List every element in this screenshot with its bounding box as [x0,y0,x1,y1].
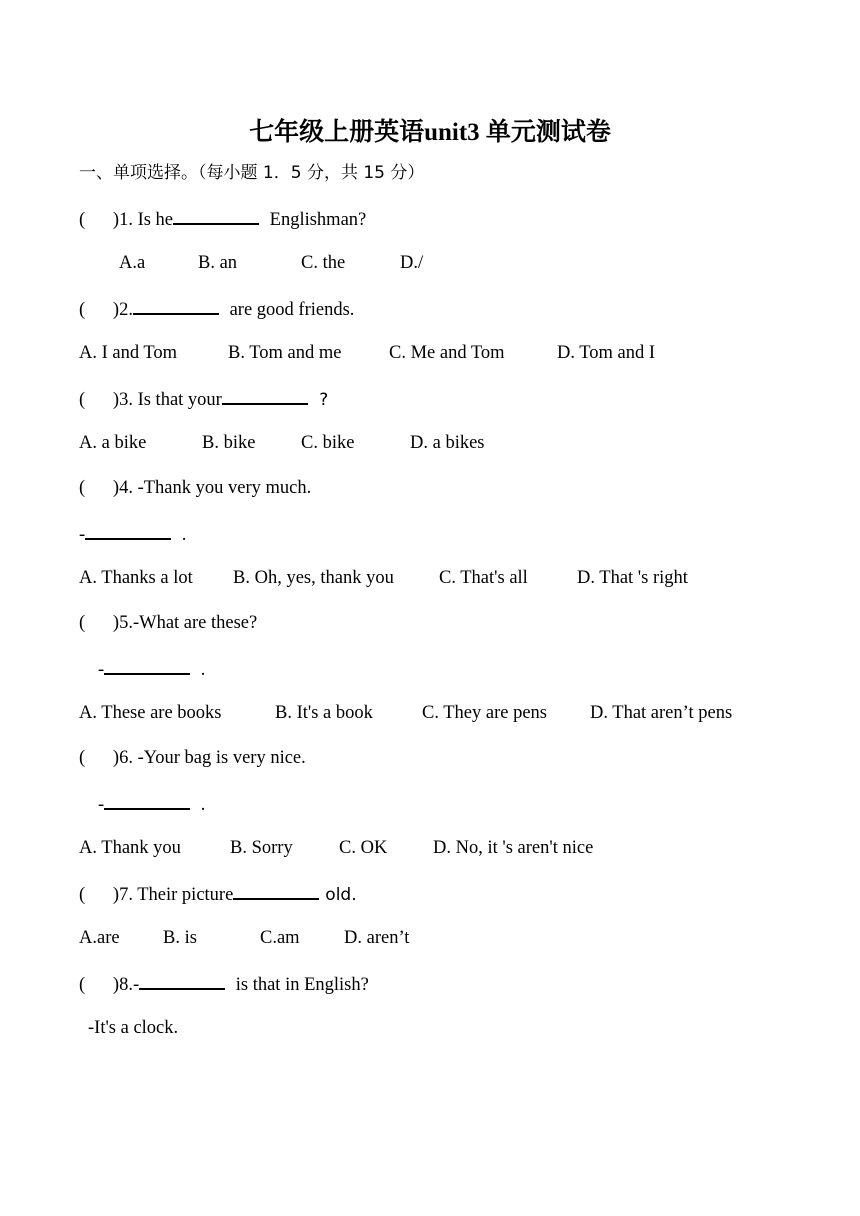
dash: - [98,795,105,815]
period: . [196,660,206,680]
question-text: are good friends. [224,300,355,320]
dash: - [79,525,86,545]
page-title: 七年级上册英语unit3 单元测试卷 [249,119,611,146]
answer-blank [104,655,190,675]
option-b: B. Oh, yes, thank you [233,568,394,588]
option-c: C.am [260,928,300,948]
option-d: D. That aren’t pens [590,703,733,723]
option-a: A. a bike [79,433,147,453]
option-b: B. is [163,928,197,948]
answer-line [98,790,205,818]
question-4: ( )4. -Thank you very much. [79,478,312,498]
option-a: A. Thank you [79,838,181,858]
period: . [196,795,206,815]
option-d: D. a bikes [410,433,485,453]
section-heading: 一、单项选择。（每小题 1．5 分，共 15 分） [79,163,425,183]
answer-line: -It's a clock. [88,1018,179,1038]
option-a: A.are [79,928,120,948]
option-d: D. That 's right [577,568,688,588]
question-6: ( )6. -Your bag is very nice. [79,748,306,768]
option-a: A.a [119,253,146,273]
option-a: A. I and Tom [79,343,178,363]
question-text: ? [313,390,329,410]
option-a: A. Thanks a lot [79,568,193,588]
question-3 [79,385,328,413]
option-b: B. Tom and me [228,343,342,363]
dash: - [98,660,105,680]
question-1 [79,205,366,233]
option-d: D. aren’t [344,928,410,948]
question-text: ( )8.- [79,975,140,995]
option-d: D. Tom and I [557,343,656,363]
answer-blank [222,385,308,405]
option-c: C. bike [301,433,355,453]
answer-line [98,655,205,683]
answer-blank [133,295,219,315]
answer-line [79,520,186,548]
question-text: ( )7. Their picture [79,885,234,905]
option-d: D. No, it 's aren't nice [433,838,594,858]
question-text: old. [325,885,357,905]
answer-blank [104,790,190,810]
option-c: C. OK [339,838,388,858]
question-8 [79,970,369,998]
period: . [177,525,187,545]
option-c: C. Me and Tom [389,343,505,363]
option-b: B. It's a book [275,703,373,723]
option-b: B. an [198,253,238,273]
option-c: C. the [301,253,346,273]
question-2 [79,295,354,323]
answer-blank [85,520,171,540]
answer-blank [139,970,225,990]
question-text: Englishman? [265,210,367,230]
option-b: B. Sorry [230,838,293,858]
option-c: C. That's all [439,568,528,588]
option-d: D./ [400,253,424,273]
answer-blank [173,205,259,225]
option-c: C. They are pens [422,703,548,723]
question-7 [79,880,357,908]
question-text: ( )3. Is that your [79,390,222,410]
option-a: A. These are books [79,703,222,723]
answer-blank [233,880,319,900]
question-text: ( )2. [79,300,133,320]
question-5: ( )5.-What are these? [79,613,258,633]
option-b: B. bike [202,433,256,453]
question-text: is that in English? [231,975,369,995]
question-text: ( )1. Is he [79,210,174,230]
